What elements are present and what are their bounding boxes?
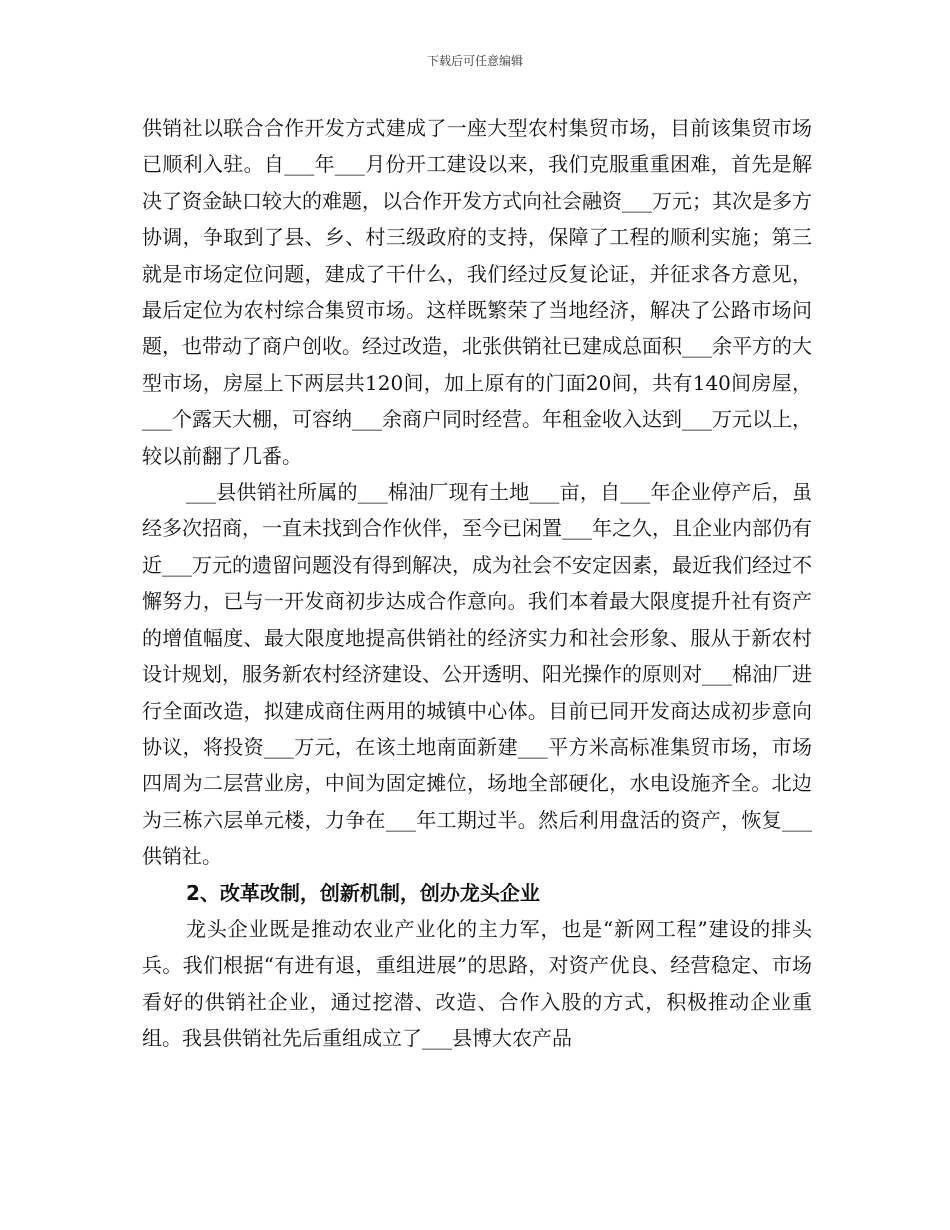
paragraph-leading-enterprises: 龙头企业既是推动农业产业化的主力军，也是“新网工程”建设的排头兵。我们根据“有进有退，重组进展”的思路，对资产优良、经营稳定、市场看好的供销社企业，通过挖潜、改造、合作入股的方式，积极推动企业重组。我县供销社先后重组成立了___县博大农产品 — [142, 916, 812, 1051]
section-heading: 2、改革改制，创新机制，创办龙头企业 — [186, 880, 540, 905]
paragraph-cotton-oil-factory: ___县供销社所属的___棉油厂现有土地___亩，自___年企业停产后，虽经多次招商，一直未找到合作伙伴，至今已闲置___年之久，且企业内部仍有近___万元的遗留问题没有得到解决，成为社会不安定因素，最近我们经过不懈努力，已与一开发商初步达成合作意向。我们本着最大限度提升社有资产的增值幅度、最大限度地提高供销社的经济实力和社会形象、服从于新农村设计规划，服务新农村经济建设、公开透明、阳光操作的原则对___棉油厂进行全面改造，拟建成商住两用的城镇中心体。目前已同开发商达成初步意向协议，将投资___万元，在该土地南面新建___平方米高标准集贸市场，市场四周为二层营业房，中间为固定摊位，场地全部硬化，水电设施齐全。北边为三栋六层单元楼，力争在___年工期过半。然后利用盘活的资产，恢复___供销社。 — [142, 480, 812, 869]
document-body — [142, 110, 812, 1057]
page-header: 下载后可任意编辑 — [426, 54, 523, 68]
paragraph-market-construction: 供销社以联合合作开发方式建成了一座大型农村集贸市场，目前该集贸市场已顺利入驻。自___年___月份开工建设以来，我们克服重重困难，首先是解决了资金缺口较大的难题，以合作开发方式向社会融资___万元；其次是多方协调，争取到了县、乡、村三级政府的支持，保障了工程的顺利实施；第三就是市场定位问题，建成了干什么，我们经过反复论证，并征求各方意见，最后定位为农村综合集贸市场。这样既繁荣了当地经济，解决了公路市场问题，也带动了商户创收。经过改造，北张供销社已建成总面积___余平方的大型市场，房屋上下两层共120间，加上原有的门面20间，共有140间房屋，___个露天大棚，可容纳___余商户同时经营。年租金收入达到___万元以上，较以前翻了几番。 — [142, 116, 812, 468]
